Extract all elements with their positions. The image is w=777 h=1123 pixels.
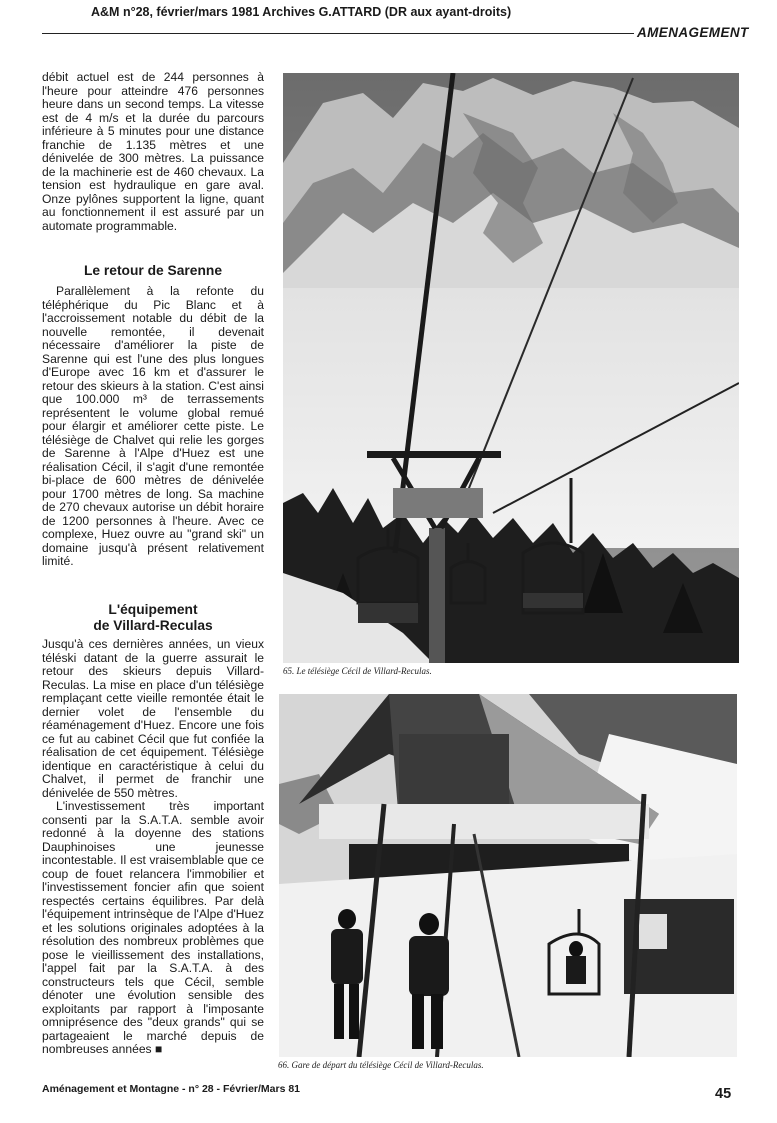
section-villard (42, 602, 264, 1057)
end-mark: ■ (154, 1042, 163, 1056)
article-intro (42, 71, 264, 233)
photo-2-illustration (279, 694, 737, 1057)
photo-chairlift-mountains (283, 73, 739, 663)
photo-base-station (279, 694, 737, 1057)
photo-2-caption: 66. Gare de départ du télésiège Cécil de Villard-Reculas. (278, 1060, 484, 1070)
header-rule (42, 33, 634, 34)
section-heading-villard-line2: de Villard-Reculas (93, 618, 213, 633)
section-heading-sarenne: Le retour de Sarenne (83, 263, 222, 278)
sarenne-paragraph: Parallèlement à la refonte du téléphérique du Pic Blanc et à l'accroissement notable du débit de la nouvelle remontée, il devenait nécessaire d'améliorer la piste de Sarenne qui est l'une des plus longues d'Europe avec 16 km et d'assurer le retour des skieurs à la station. C'est ainsi que 100.000 m³ de terrassements représentent le volume global remué pour élargir et améliorer cette piste. Le télésiège de Chalvet qui relie les gorges de Sarenne à l'Alpe d'Huez est une réalisation Cécil, il s'agit d'une remontée bi-place de 600 mètres de dénivelée pour 1700 mètres de long. Sa machine de 270 chevaux autorise un débit horaire de 1200 personnes à l'heure. Avec ce complexe, Huez ouvre au "grand ski" un domaine jusqu'à présent relativement limité. (42, 284, 264, 568)
footer-publication: Aménagement et Montagne - n° 28 - Février/Mars 81 (42, 1083, 301, 1095)
photo-1-illustration (283, 73, 739, 663)
section-title: AMENAGEMENT (637, 25, 749, 40)
page-number: 45 (715, 1086, 732, 1102)
section-heading-villard-line1: L'équipement (108, 602, 198, 617)
intro-paragraph: débit actuel est de 244 personnes à l'heure pour atteindre 476 personnes heure dans un second temps. La vitesse est de 4 m/s et la durée du parcours inférieure à 5 minutes pour une distance franchie de 1.135 mètres et une dénivelée de 300 mètres. La puissance de la machinerie est de 460 chevaux. La tension est hydraulique en gare aval. Onze pylônes supportent la ligne, quant au fonctionnement il est assuré par un automate programmable. (42, 70, 264, 233)
villard-paragraph-2-text: L'investissement très important consenti par la S.A.T.A. semble avoir redonné à la doyenne des stations Dauphinoises une jeunesse incontestable. Il est vraisemblable que ce coup de fouet relancera l'immobilier et l'investissement foncier afin que soient respectés certains équilibres. Par delà l'équipement intrinsèque de l'Alpe d'Huez et les solutions originales adoptées à la résolution des nombreux problèmes que pose le vieillissement des installations, l'appel fait par la S.A.T.A. à des constructeurs tels que Cécil, semble dénoter une évolution sensible des exploitants par rapport à l'imposante omniprésence des "deux grands" qui se partageaient le marché depuis de nombreuses années (42, 799, 264, 1056)
villard-paragraph-1: Jusqu'à ces dernières années, un vieux téléski datant de la guerre assurait le retour des skieurs depuis Villard-Reculas. La mise en place d'un télésiège remplaçant cette vieille remontée était le dernier volet de l'ensemble du réaménagement d'Huez. Encore une fois ce fut au cabinet Cécil que fut confiée la réalisation de cet équipement. Télésiège identique en caractéristique à celui du Chalvet, il permet de franchir une dénivelée de 550 mètres. (42, 637, 264, 800)
section-sarenne (42, 263, 264, 569)
villard-paragraph-2 (42, 800, 264, 1057)
photo-1-caption: 65. Le télésiège Cécil de Villard-Reculas. (283, 666, 432, 676)
header-source: A&M n°28, février/mars 1981 Archives G.ATTARD (DR aux ayant-droits) (91, 5, 512, 19)
